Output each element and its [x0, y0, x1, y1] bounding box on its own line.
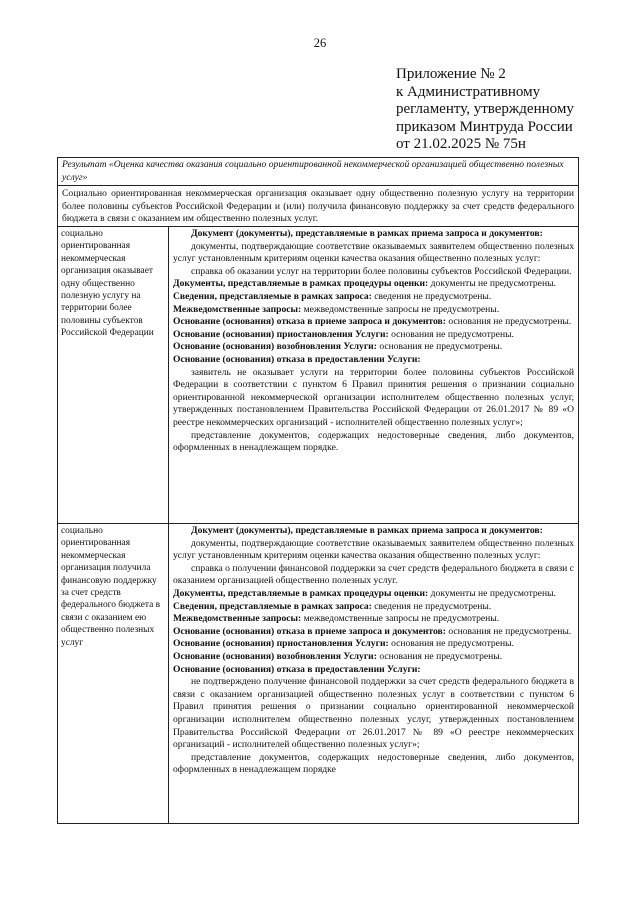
- info-label: Сведения, представляемые в рамках запроса:: [173, 290, 372, 302]
- interdept-label: Межведомственные запросы:: [173, 613, 302, 625]
- refusal-item: представление документов, содержащих недостоверные сведения, либо документов, оформленных в ненадлежащем порядке.: [173, 429, 574, 454]
- proc-label: Документы, представляемые в рамках процедуры оценки:: [173, 278, 429, 290]
- resume-text: основания не предусмотрены.: [379, 341, 503, 353]
- result-summary: Социально ориентированная некоммерческая организация оказывает одну общественно полезную услугу на территории более половины субъектов Российской Федерации и (или) получила финансовую поддержку за счет средств федерального бюджета в связи с оказанием им общественно полезных услуг.: [58, 186, 578, 227]
- info-label: Сведения, представляемые в рамках запроса:: [173, 600, 372, 612]
- suspend-label: Основание (основания) приостановления Услуги:: [173, 328, 389, 340]
- regulation-table: [57, 157, 579, 824]
- appendix-header: [396, 66, 616, 154]
- variant-details: [169, 227, 578, 523]
- appendix-line: к Административному: [396, 83, 541, 100]
- variant-details: [169, 524, 578, 823]
- proc-text: документы не предусмотрены.: [430, 278, 556, 290]
- suspend-text: основания не предусмотрены.: [391, 638, 514, 650]
- appendix-line: от 21.02.2025 № 75н: [396, 136, 526, 152]
- suspend-label: Основание (основания) приостановления Услуги:: [173, 638, 389, 650]
- resume-label: Основание (основания) возобновления Услуги:: [173, 650, 377, 662]
- refusal-accept-label: Основание (основания) отказа в приеме запроса и документов:: [173, 316, 446, 328]
- appendix-line: приказом Минтруда России: [396, 118, 573, 135]
- proc-text: документы не предусмотрены.: [430, 587, 556, 599]
- info-text: сведения не предусмотрены.: [374, 600, 492, 612]
- suspend-text: основания не предусмотрены.: [391, 328, 514, 340]
- resume-text: основания не предусмотрены.: [379, 650, 503, 662]
- refusal-item: представление документов, содержащих недостоверные сведения, либо документов, оформленных в ненадлежащем порядке: [173, 751, 574, 776]
- docs-item: справка о получении финансовой поддержки за счет средств федерального бюджета в связи с оказанием организацией общественно полезных услуг.: [173, 562, 574, 587]
- refusal-item: не подтверждено получение финансовой поддержки за счет средств федерального бюджета в связи с оказанием организацией общественно полезных услуг в соответствии с пунктом 6 Правил принятия решения о признании социально ориентированной некоммерческой организации исполнителем общественно полезных услуг, утвержденных постановлением Правительства Российской Федерации от 26.01.2017 № 89 «О реестре некоммерческих организаций - исполнителей общественно полезных услуг»;: [173, 676, 574, 751]
- variant-condition: социально ориентированная некоммерческая организация получила финансовую поддержку за счет средств федерального бюджета в связи с оказанием ею общественно полезных услуг: [58, 524, 169, 823]
- page-number: 26: [313, 36, 327, 50]
- refusal-label: Основание (основания) отказа в предоставлении Услуги:: [173, 353, 421, 365]
- interdept-text: межведомственные запросы не предусмотрены.: [303, 303, 500, 315]
- docs-item: документы, подтверждающие соответствие оказываемых заявителем общественно полезных услуг установленным критериям оценки качества оказания общественно полезных услуг:: [173, 537, 574, 562]
- variant-row: [58, 227, 578, 524]
- interdept-label: Межведомственные запросы:: [173, 303, 302, 315]
- interdept-text: межведомственные запросы не предусмотрены.: [303, 613, 500, 625]
- info-text: сведения не предусмотрены.: [374, 290, 492, 302]
- result-title: Результат «Оценка качества оказания социально ориентированной некоммерческой организацией общественно полезных услуг»: [58, 158, 578, 186]
- refusal-accept-text: основания не предусмотрены.: [448, 625, 572, 637]
- refusal-item: заявитель не оказывает услуги на территории более половины субъектов Российской Федерации в соответствии с пунктом 6 Правил принятия решения о признании социально ориентированной некоммерческой организации исполнителем общественно полезных услуг, утвержденных постановлением Правительства Российской Федерации от 26.01.2017 № 89 «О реестре некоммерческих организаций - исполнителей общественно полезных услуг»;: [173, 366, 574, 428]
- appendix-line: регламенту, утвержденному: [396, 101, 574, 117]
- refusal-accept-label: Основание (основания) отказа в приеме запроса и документов:: [173, 625, 446, 637]
- variant-condition: социально ориентированная некоммерческая организация оказывает одну общественно полезную услугу на территории более половины субъектов Российской Федерации: [58, 227, 169, 523]
- proc-label: Документы, представляемые в рамках процедуры оценки:: [173, 587, 429, 599]
- docs-item: документы, подтверждающие соответствие оказываемых заявителем общественно полезных услуг установленным критериям оценки качества оказания общественно полезных услуг:: [173, 240, 574, 265]
- docs-heading: Документ (документы), представляемые в рамках приема запроса и документов:: [191, 228, 543, 239]
- refusal-label: Основание (основания) отказа в предоставлении Услуги:: [173, 663, 421, 675]
- variant-row: [58, 524, 578, 823]
- appendix-line: Приложение № 2: [396, 66, 506, 82]
- refusal-accept-text: основания не предусмотрены.: [448, 316, 572, 328]
- docs-heading: Документ (документы), представляемые в рамках приема запроса и документов:: [191, 525, 543, 536]
- resume-label: Основание (основания) возобновления Услуги:: [173, 341, 377, 353]
- docs-item: справка об оказании услуг на территории более половины субъектов Российской Федерации.: [191, 265, 572, 277]
